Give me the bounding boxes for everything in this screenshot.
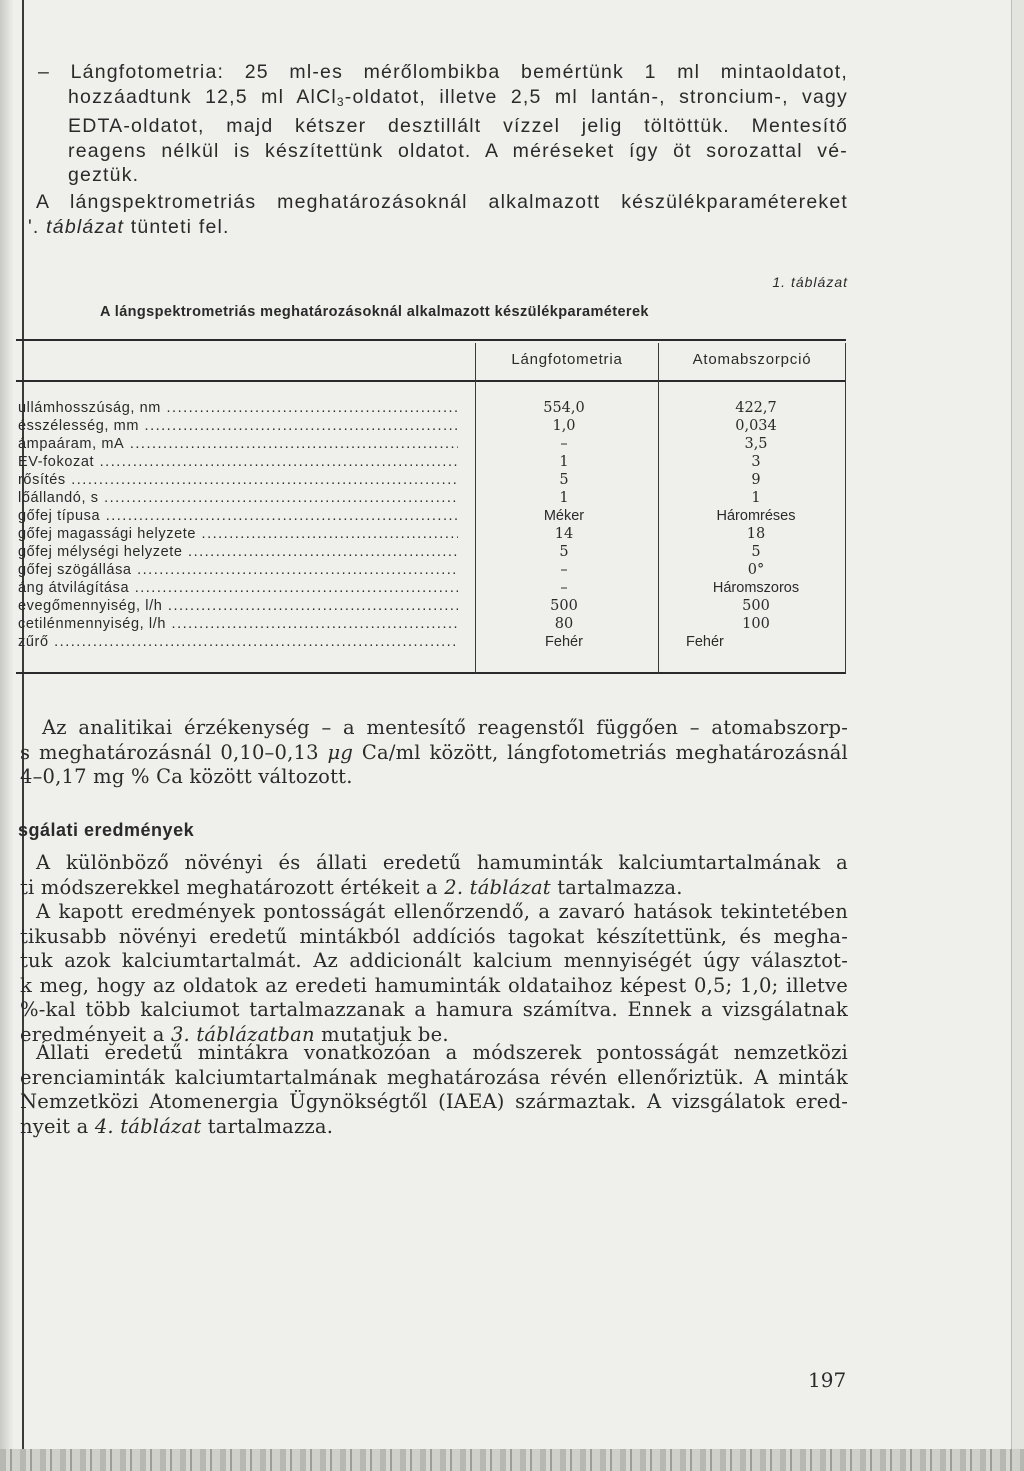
- reference-line-2: erenciaminták kalciumtartalmának meghatározása révén ellenőriztük. A minták: [20, 1065, 848, 1089]
- flame-value: 500: [550, 598, 578, 614]
- flame-value: 1,0: [552, 418, 576, 434]
- row-label: ullámhosszúság, nm .....: [18, 399, 458, 417]
- row-label: zűrő .....: [18, 633, 458, 651]
- reference-line-4: [20, 1115, 848, 1140]
- results-line-2-rest: tartalmazza.: [550, 875, 683, 899]
- table-body: [18, 399, 838, 651]
- reference-line-1: Állati eredetű mintákra vonatkozóan a módszerek pontosságát nemzetközi: [36, 1041, 848, 1064]
- aas-value: 422,7: [735, 400, 777, 416]
- page-right-edge: [1011, 0, 1024, 1471]
- results-intro-paragraph: [20, 851, 848, 900]
- alcl-subscript: 3: [336, 94, 345, 109]
- row-label: cetilénmennyiség, l/h .....: [18, 615, 458, 633]
- results-line-2: [20, 876, 848, 901]
- aas-value: 3: [751, 454, 761, 470]
- table-reference: táblázat: [46, 215, 125, 238]
- addition-line-1: A kapott eredmények pontosságát ellenőrzendő, a zavaró hatások tekintetében: [36, 900, 848, 923]
- intro-line-1: – Lángfotometria: 25 ml-es mérőlombikba bemértünk 1 ml mintaoldatot,: [38, 61, 848, 83]
- table-row: [18, 507, 838, 525]
- aas-value: 0°: [747, 562, 765, 578]
- flame-value: Fehér: [545, 634, 583, 650]
- column-header-aas: Atomabszorpció: [692, 351, 812, 368]
- parameters-line-2: [28, 215, 848, 240]
- aas-value: 9: [751, 472, 761, 488]
- aas-value: 100: [742, 616, 770, 632]
- aas-value: 1: [751, 490, 761, 506]
- table-row: [18, 417, 838, 435]
- table-right-border: [845, 343, 846, 673]
- flame-value: –: [560, 436, 568, 452]
- intro-line-3: EDTA-oldatot, majd kétszer desztillált vízzel jelig töltöttük. Mentesítő: [68, 115, 848, 137]
- row-label: gőfej magassági helyzete .....: [18, 525, 458, 543]
- table-row: [18, 615, 838, 633]
- flame-value: 5: [559, 544, 569, 560]
- parameters-line-2-rest: tünteti fel.: [124, 215, 230, 238]
- flame-value: 1: [559, 454, 569, 470]
- microgram-unit: μg: [327, 740, 354, 764]
- table-bottom-rule: [16, 672, 846, 674]
- sensitivity-line-2: [20, 741, 848, 766]
- aas-value: Háromszoros: [712, 580, 800, 596]
- aas-value: 18: [746, 526, 766, 542]
- intro-paragraph: [38, 60, 848, 188]
- table-2-reference: 2. táblázat: [444, 875, 551, 899]
- intro-line-4: reagens nélkül is készítettünk oldatot. A méréseket így öt sorozattal vé-: [68, 139, 848, 162]
- addition-line-6-prefix: eredményeit a: [20, 1022, 171, 1046]
- sensitivity-paragraph: [20, 716, 848, 790]
- table-row: [18, 597, 838, 615]
- row-label: ésszélesség, mm .....: [18, 417, 458, 435]
- table-3-reference: 3. táblázatban: [170, 1022, 315, 1046]
- flame-value: 14: [554, 526, 574, 542]
- reference-line-3: Nemzetközi Atomenergia Ügynökségtől (IAEA) származtak. A vizsgálatok ered-: [20, 1090, 848, 1113]
- sensitivity-line-2b: Ca/ml között, lángfotometriás meghatározásnál: [353, 740, 848, 764]
- table-top-rule: [16, 339, 846, 341]
- aas-value: Háromréses: [716, 508, 796, 524]
- table-row: [18, 453, 838, 471]
- parameters-line-2-prefix: '.: [28, 215, 47, 238]
- table-number: 1. táblázat: [772, 274, 848, 290]
- flame-value: 80: [554, 616, 574, 632]
- flame-value: –: [560, 580, 568, 596]
- results-line-2-prefix: ti módszerekkel meghatározott értékeit a: [20, 875, 445, 899]
- table-row: [18, 543, 838, 561]
- row-label: lőállandó, s .....: [18, 489, 458, 507]
- addition-line-5: %-kal több kalciumot tartalmazzanak a hamura számítva. Ennek a vizsgálatnak: [20, 998, 848, 1021]
- table-row: [18, 633, 838, 651]
- page-binding-shadow: [0, 0, 14, 1471]
- intro-line-5: geztük.: [68, 164, 140, 186]
- aas-value: 500: [742, 598, 770, 614]
- table-row: [18, 489, 838, 507]
- table-row: [18, 399, 838, 417]
- row-label: EV-fokozat .....: [18, 453, 458, 471]
- aas-value: Fehér: [686, 634, 724, 650]
- column-header-flame: Lángfotometria: [511, 351, 623, 368]
- section-heading: sgálati eredmények: [18, 820, 195, 840]
- table-row: [18, 561, 838, 579]
- flame-value: 5: [559, 472, 569, 488]
- table-caption: A lángspektrometriás meghatározásoknál alkalmazott készülékparaméterek: [100, 304, 649, 320]
- aas-value: 0,034: [735, 418, 777, 434]
- aas-value: 5: [751, 544, 761, 560]
- row-label: áng átvilágítása .....: [18, 579, 458, 597]
- sensitivity-line-1: Az analitikai érzékenység – a mentesítő reagenstől függően – atomabszorp-: [42, 716, 848, 739]
- addition-paragraph: [20, 900, 848, 1047]
- row-label: gőfej típusa .....: [18, 507, 458, 525]
- intro-line-2b: -oldatot, illetve 2,5 ml lantán-, stroncium-, vagy: [344, 85, 848, 108]
- sensitivity-line-3: 4–0,17 mg % Ca között változott.: [20, 765, 353, 788]
- parameters-line-1: A lángspektrometriás meghatározásoknál alkalmazott készülékparamétereket: [36, 191, 848, 213]
- addition-line-4: k meg, hogy az oldatok az eredeti hamuminták oldataihoz képest 0,5; 1,0; illetve: [20, 973, 848, 997]
- flame-value: 554,0: [543, 400, 585, 416]
- row-label: evegőmennyiség, l/h .....: [18, 597, 458, 615]
- row-label: ámpaáram, mA .....: [18, 435, 458, 453]
- results-line-1: A különböző növényi és állati eredetű hamuminták kalciumtartalmának a: [36, 851, 848, 874]
- table-header-rule: [16, 380, 846, 382]
- flame-value: 1: [559, 490, 569, 506]
- reference-materials-paragraph: [20, 1041, 848, 1139]
- row-label: gőfej mélységi helyzete .....: [18, 543, 458, 561]
- flame-value: –: [560, 562, 568, 578]
- aas-value: 3,5: [744, 436, 768, 452]
- reference-line-4-rest: tartalmazza.: [201, 1114, 334, 1138]
- addition-line-6-rest: mutatjuk be.: [314, 1022, 449, 1046]
- table-row: [18, 525, 838, 543]
- table-row: [18, 435, 838, 453]
- table-4-reference: 4. táblázat: [94, 1114, 202, 1138]
- addition-line-3: tuk azok kalciumtartalmát. Az addicionált kalcium mennyiségét úgy választot-: [20, 949, 848, 972]
- addition-line-2: tikusabb növényi eredetű mintákból addíciós tagokat készítettünk, és megha-: [20, 924, 848, 948]
- row-label: gőfej szögállása .....: [18, 561, 458, 579]
- reference-line-4-prefix: nyeit a: [20, 1114, 95, 1138]
- table-row: [18, 579, 838, 597]
- intro-line-2a: hozzáadtunk 12,5 ml AlCl: [68, 85, 337, 108]
- intro-line-2: [68, 85, 848, 115]
- flame-value: Méker: [543, 508, 585, 524]
- row-label: rősítés .....: [18, 471, 458, 489]
- table-row: [18, 471, 838, 489]
- page-number: 197: [808, 1368, 847, 1392]
- sensitivity-line-2a: s meghatározásnál 0,10–0,13: [20, 740, 328, 764]
- parameters-paragraph: [28, 190, 848, 239]
- page-bottom-edge: [0, 1449, 1024, 1471]
